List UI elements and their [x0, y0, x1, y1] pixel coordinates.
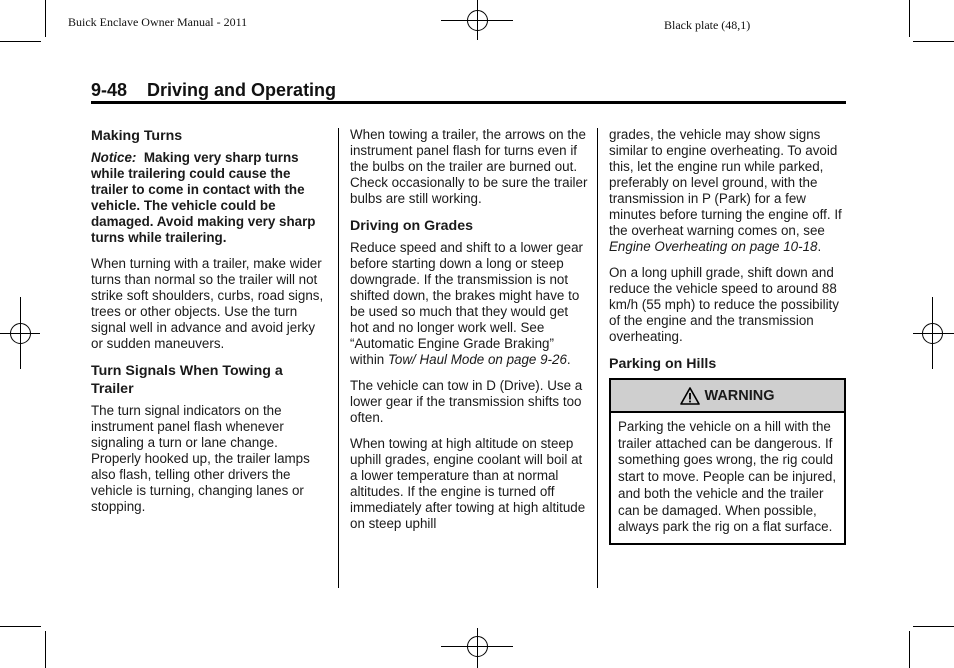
page-number: 9-48 — [91, 80, 128, 100]
column-1 — [91, 127, 327, 525]
crop-mark — [913, 41, 954, 42]
crop-mark — [909, 0, 910, 37]
downgrade-text: Reduce speed and shift to a lower gear before starting down a long or steep downgrade. If the transmission is not shifted down, the brakes might have to be used so much that they would get hot and no longer work well. See “Automatic Engine Grade Braking” within — [350, 240, 583, 367]
crop-mark — [45, 631, 46, 668]
warning-triangle-icon — [680, 387, 700, 405]
column-3 — [609, 127, 846, 545]
heading-driving-on-grades: Driving on Grades — [350, 218, 473, 234]
crop-mark — [913, 626, 954, 627]
crop-mark — [0, 41, 41, 42]
registration-mark-bottom — [441, 628, 513, 668]
warning-text: Parking the vehicle on a hill with the trailer attached can be dangerous. If something goes wrong, the rig could start to move. People can be injured, and both the vehicle and the trailer can be damaged. When possible, always park the rig on a flat surface. — [618, 419, 837, 535]
section-title: Driving and Operating — [147, 80, 337, 100]
notice-label: Notice: — [91, 150, 137, 165]
crop-mark — [0, 626, 41, 627]
overheating-text: grades, the vehicle may show signs similar to engine overheating. To avoid this, let the engine run while parked, preferably on level ground, with the transmission in P (Park) for a few minutes before turning the engine off. If the overheat warning comes on, see — [609, 127, 842, 238]
paragraph-downgrade — [350, 240, 590, 368]
overheating-end: . — [817, 239, 822, 254]
registration-mark-top — [441, 0, 513, 40]
heading-turn-signals: Turn Signals When Towing a Trailer — [91, 363, 283, 397]
paragraph-turning: When turning with a trailer, make wider turns than normal so the trailer will not strike soft shoulders, curbs, road signs, trees or other objects. Use the turn signal well in advance and avoid jerky or sudden maneuvers. — [91, 256, 324, 351]
crop-mark — [909, 631, 910, 668]
section-rule — [91, 101, 846, 104]
tow-haul-mode-link[interactable]: Tow/ Haul Mode on page 9-26 — [387, 352, 567, 367]
paragraph-arrows-flash: When towing a trailer, the arrows on the instrument panel flash for turns even if the bulbs on the trailer are burned out. Check occasionally to be sure the trailer bulbs are still working. — [350, 127, 588, 206]
registration-mark-right — [913, 297, 954, 369]
crop-mark — [45, 0, 46, 37]
warning-box — [609, 378, 846, 545]
warning-title: WARNING — [704, 387, 775, 404]
column-2 — [350, 127, 590, 542]
heading-parking-on-hills: Parking on Hills — [609, 356, 717, 372]
notice-paragraph — [91, 150, 327, 246]
paragraph-drive-gear: The vehicle can tow in D (Drive). Use a lower gear if the transmission shifts too often. — [350, 378, 583, 425]
paragraph-uphill: On a long uphill grade, shift down and reduce the vehicle speed to around 88 km/h (55 mph) to reduce the possibility of the engine and the transmission overheating. — [609, 265, 839, 344]
downgrade-end: . — [566, 352, 571, 367]
registration-mark-left — [0, 297, 40, 369]
header-manual-title: Buick Enclave Owner Manual - 2011 — [68, 15, 248, 29]
header-plate-info: Black plate (48,1) — [664, 18, 751, 32]
notice-text: Making very sharp turns while trailering could cause the trailer to come in contact with the vehicle. The vehicle could be damaged. Avoid making very sharp turns while trailering. — [91, 150, 316, 245]
engine-overheating-link[interactable]: Engine Overheating on page 10-18 — [609, 239, 818, 254]
column-divider — [597, 128, 598, 588]
section-heading — [91, 80, 336, 101]
paragraph-turn-signals: The turn signal indicators on the instrument panel flash whenever signaling a turn or lane change. Properly hooked up, the trailer lamps also flash, telling other drivers the vehicle is turning, changing lanes or stopping. — [91, 403, 310, 514]
paragraph-high-altitude: When towing at high altitude on steep uphill grades, engine coolant will boil at a lower temperature than at normal altitudes. If the engine is turned off immediately after towing at high altitude on steep uphill — [350, 436, 586, 531]
paragraph-overheating — [609, 127, 846, 255]
heading-making-turns: Making Turns — [91, 128, 183, 144]
column-divider — [338, 128, 339, 588]
warning-header — [611, 380, 844, 413]
